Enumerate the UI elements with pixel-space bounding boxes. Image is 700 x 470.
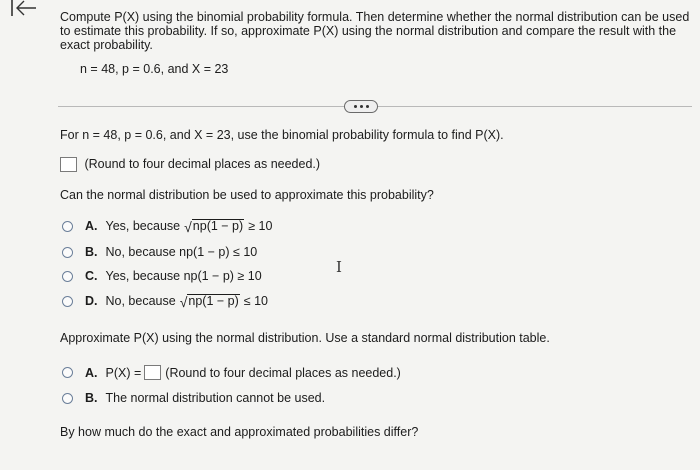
given-values: n = 48, p = 0.6, and X = 23 [80,62,229,76]
normal-approx-answer-input[interactable] [144,365,161,380]
part3-prompt: Approximate P(X) using the normal distribution. Use a standard normal distribution table. [60,331,550,345]
part2-question: Can the normal distribution be used to approximate this probability? [60,188,434,202]
part4-question: By how much do the exact and approximated probabilities differ? [60,425,419,439]
radio-button[interactable] [62,393,73,404]
option-b-le[interactable]: B. No, because np(1 − p) ≤ 10 [62,245,257,259]
problem-statement: Compute P(X) using the binomial probability formula. Then determine whether the normal distribution can be used to estimate this probability. If so, approximate P(X) using the normal distribution and compare the result with the exact probability. [60,10,690,52]
radical-sign-icon: √ [184,219,192,235]
sqrt-expression: √ np(1 − p) [179,294,239,310]
expand-more-button[interactable] [344,100,378,113]
radical-sign-icon: √ [179,294,188,310]
radio-button[interactable] [62,247,73,258]
dot-icon [366,105,369,108]
part3-option-b[interactable]: B. The normal distribution cannot be used. [62,391,325,405]
option-a-sqrt-ge[interactable]: A. Yes, because √ np(1 − p) ≥ 10 [62,219,272,233]
part1-prompt: For n = 48, p = 0.6, and X = 23, use the binomial probability formula to find P(X). [60,128,504,142]
dot-icon [360,105,363,108]
radio-button[interactable] [62,367,73,378]
dot-icon [354,105,357,108]
part1-answer-row [60,157,320,172]
radio-button[interactable] [62,221,73,232]
text-cursor-icon: I [336,258,342,276]
sqrt-expression: √ np(1 − p) [184,219,244,235]
radio-button[interactable] [62,296,73,307]
option-d-sqrt-le[interactable]: D. No, because √ np(1 − p) ≤ 10 [62,294,268,308]
binomial-answer-input[interactable] [60,157,77,172]
part1-instruction: (Round to four decimal places as needed.) [84,157,321,171]
back-arrow-icon[interactable] [10,0,38,20]
option-c-ge[interactable]: C. Yes, because np(1 − p) ≥ 10 [62,269,262,283]
radio-button[interactable] [62,271,73,282]
part3-option-a[interactable]: A. P(X) = (Round to four decimal places as needed.) [62,365,401,380]
